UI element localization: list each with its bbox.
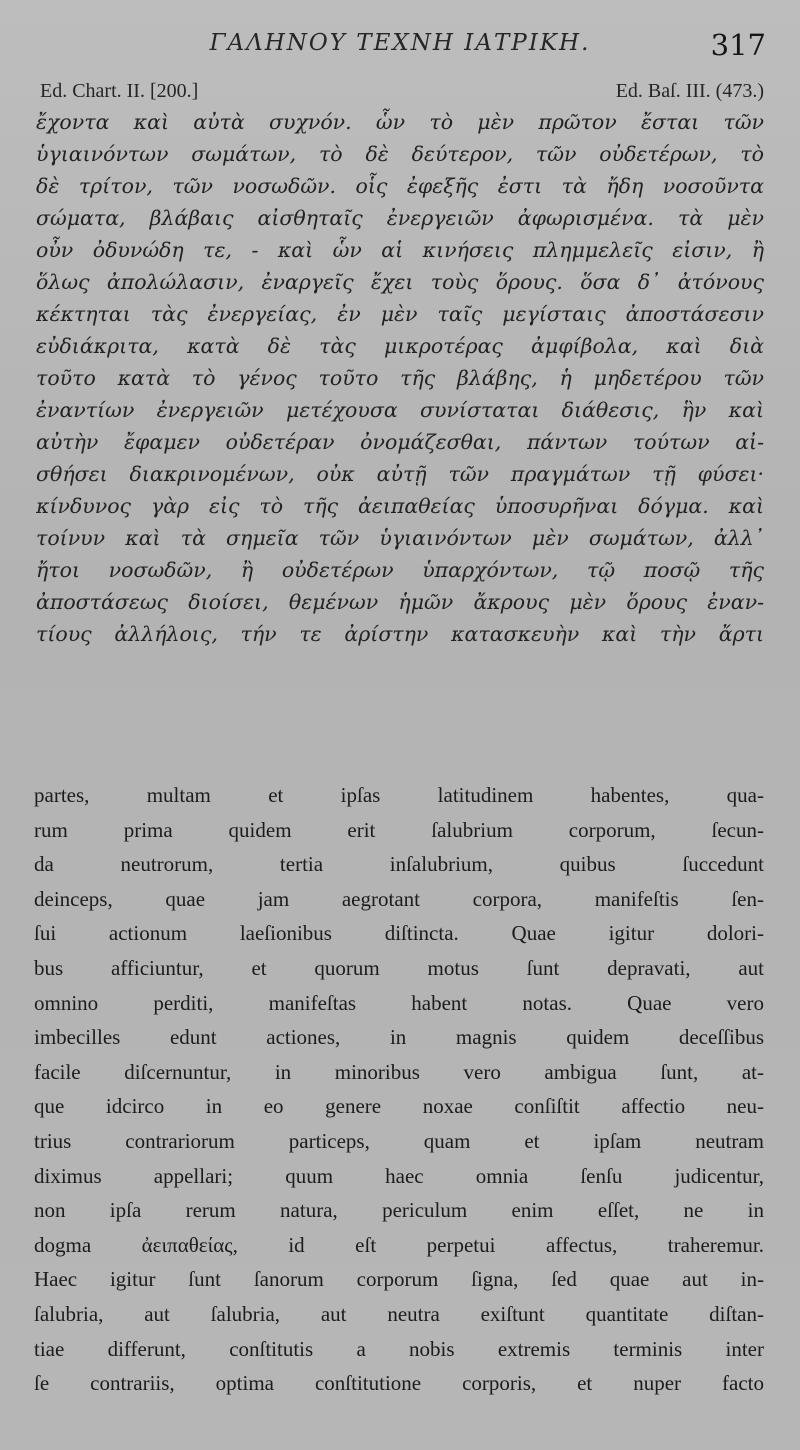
latin-text-line: ſe contrariis, optima conſtitutione corporis, et nuper facto bbox=[34, 1371, 764, 1396]
running-title: ΓΑΛΗΝΟΥ ΤΕΧΝΗ ΙΑΤΡΙΚΗ. bbox=[209, 30, 591, 56]
latin-text-line: non ipſa rerum natura, periculum enim eſſet, ne in bbox=[34, 1198, 764, 1223]
edition-reference-chart: Ed. Chart. II. [200.] bbox=[40, 80, 199, 102]
latin-text-line: tiae differunt, conſtitutis a nobis extremis terminis inter bbox=[34, 1336, 764, 1361]
latin-text-line: partes, multam et ipſas latitudinem habentes, qua- bbox=[34, 783, 764, 807]
greek-text-line: κίνδυνος γὰρ εἰς τὸ τῆς ἀειπαθείας ὑποσυρῆναι δόγμα. καὶ bbox=[36, 494, 764, 518]
greek-text-line: τίους ἀλλήλοις, τήν τε ἀρίστην κατασκευὴν καὶ τὴν ἄρτι bbox=[36, 622, 764, 646]
page-number: 317 bbox=[710, 28, 766, 62]
greek-text-line: κέκτηται τὰς ἐνεργείας, ἐν μὲν ταῖς μεγίσταις ἀποστάσεσιν bbox=[36, 302, 764, 326]
greek-text-line: δὲ τρίτον, τῶν νοσωδῶν. οἷς ἐφεξῆς ἐστι τὰ ἤδη νοσοῦντα bbox=[36, 174, 764, 198]
latin-text-line: dogma ἀειπαθείας, id eſt perpetui affectus, traheremur. bbox=[34, 1232, 764, 1257]
greek-text-line: ἀποστάσεως διοίσει, θεμένων ἡμῶν ἄκρους μὲν ὅρους ἐναν- bbox=[36, 590, 764, 614]
greek-text-line: τοῦτο κατὰ τὸ γένος τοῦτο τῆς βλάβης, ἡ μηδετέρου τῶν bbox=[36, 366, 764, 390]
latin-text-line: omnino perditi, manifeſtas habent notas. Quae vero bbox=[34, 990, 764, 1015]
greek-text-line: ἤτοι νοσωδῶν, ἢ οὐδετέρων ὑπαρχόντων, τῷ ποσῷ τῆς bbox=[36, 558, 764, 582]
greek-text-block bbox=[36, 106, 764, 650]
greek-text-line: τοίνυν καὶ τὰ σημεῖα τῶν ὑγιαινόντων μὲν σωμάτων, ἀλλ᾽ bbox=[36, 526, 764, 550]
greek-text-line: ἐναντίων ἐνεργειῶν μετέχουσα συνίσταται διάθεσις, ἣν καὶ bbox=[36, 398, 764, 422]
greek-text-line: οὖν ὀδυνώδη τε, - καὶ ὧν αἱ κινήσεις πλημμελεῖς εἰσιν, ἢ bbox=[36, 238, 764, 262]
edition-reference-basel: Ed. Baſ. III. (473.) bbox=[615, 80, 764, 102]
greek-text-line: ὑγιαινόντων σωμάτων, τὸ δὲ δεύτερον, τῶν οὐδετέρων, τὸ bbox=[36, 142, 764, 166]
greek-text-line: ὅλως ἀπολώλασιν, ἐναργεῖς ἔχει τοὺς ὅρους. ὅσα δ᾽ ἀτόνους bbox=[36, 270, 764, 294]
latin-text-line: ſalubria, aut ſalubria, aut neutra exiſtunt quantitate diſtan- bbox=[34, 1301, 764, 1326]
greek-text-line: σώματα, βλάβαις αἰσθηταῖς ἐνεργειῶν ἀφωρισμένα. τὰ μὲν bbox=[36, 206, 764, 230]
latin-text-line: Haec igitur ſunt ſanorum corporum ſigna, ſed quae aut in- bbox=[34, 1267, 764, 1292]
latin-text-line: rum prima quidem erit ſalubrium corporum, ſecun- bbox=[34, 817, 764, 842]
latin-text-block bbox=[34, 778, 764, 1401]
greek-text-line: εὐδιάκριτα, κατὰ δὲ τὰς μικροτέρας ἀμφίβολα, καὶ διὰ bbox=[36, 334, 764, 358]
latin-text-line: que idcirco in eo genere noxae conſiſtit affectio neu- bbox=[34, 1094, 764, 1119]
latin-text-line: trius contrariorum particeps, quam et ipſam neutram bbox=[34, 1128, 764, 1153]
latin-text-line: facile diſcernuntur, in minoribus vero ambigua ſunt, at- bbox=[34, 1059, 764, 1084]
latin-text-line: da neutrorum, tertia inſalubrium, quibus ſuccedunt bbox=[34, 852, 764, 877]
latin-text-line: bus afficiuntur, et quorum motus ſunt depravati, aut bbox=[34, 955, 764, 980]
latin-text-line: ſui actionum laeſionibus diſtincta. Quae igitur dolori- bbox=[34, 921, 764, 946]
latin-text-line: imbecilles edunt actiones, in magnis quidem deceſſibus bbox=[34, 1025, 764, 1050]
latin-text-line: diximus appellari; quum haec omnia ſenſu judicentur, bbox=[34, 1163, 764, 1188]
latin-text-line: deinceps, quae jam aegrotant corpora, manifeſtis ſen- bbox=[34, 886, 764, 911]
greek-text-line: αὐτὴν ἔφαμεν οὐδετέραν ὀνομάζεσθαι, πάντων τούτων αἰ- bbox=[36, 430, 764, 454]
greek-text-line: σθήσει διακρινομένων, οὐκ αὐτῇ τῶν πραγμάτων τῇ φύσει· bbox=[36, 462, 764, 486]
greek-text-line: ἔχοντα καὶ αὐτὰ συχνόν. ὧν τὸ μὲν πρῶτον ἔσται τῶν bbox=[36, 110, 764, 134]
